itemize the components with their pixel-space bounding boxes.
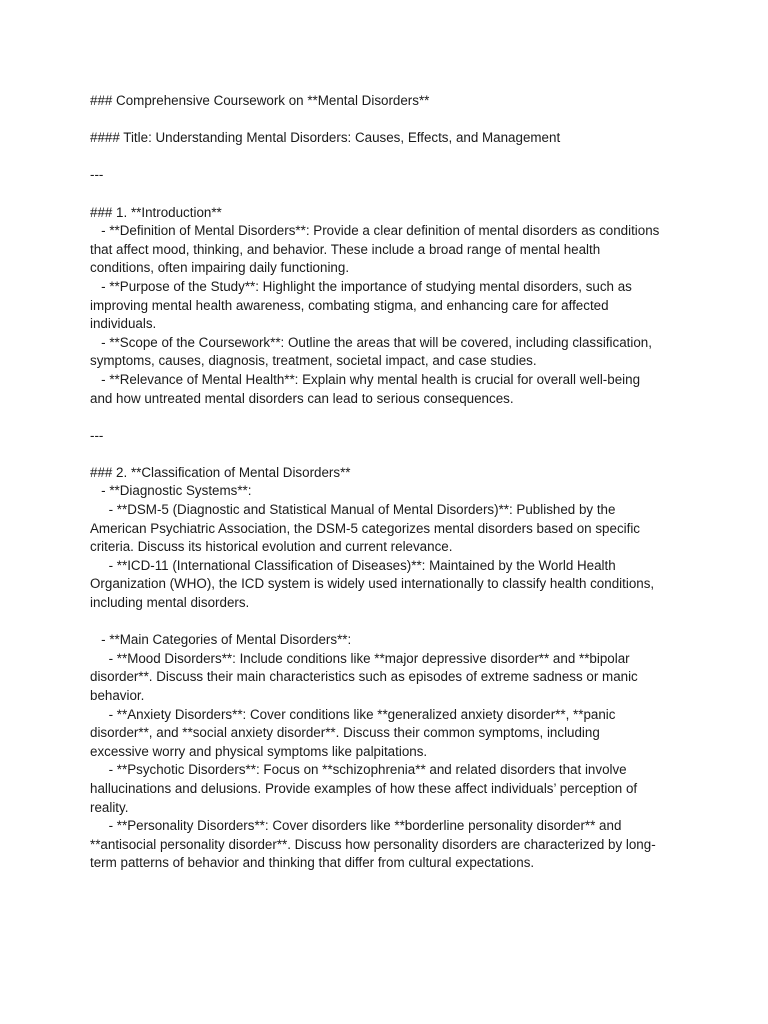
text-line: that affect mood, thinking, and behavior. These include a broad range of mental health [90, 241, 601, 257]
text-line: individuals. [90, 316, 157, 332]
text-line: criteria. Discuss its historical evolution and current relevance. [90, 539, 453, 555]
section-1-heading: ### 1. **Introduction** [90, 204, 222, 220]
spacer [90, 111, 690, 130]
text-line: behavior. [90, 688, 145, 703]
text-line: - **Scope of the Coursework**: Outline the areas that will be covered, including classification, [90, 334, 652, 350]
separator: --- [90, 427, 104, 443]
text-line: - **Definition of Mental Disorders**: Provide a clear definition of mental disorders as conditions [90, 223, 660, 239]
text-line: disorder**, and **social anxiety disorder**. Discuss their common symptoms, including [90, 725, 600, 741]
text-line: excessive worry and physical symptoms like palpitations. [90, 743, 428, 759]
text-line: - **Relevance of Mental Health**: Explain why mental health is crucial for overall well-being [90, 371, 641, 387]
text-line: term patterns of behavior and thinking that differ from cultural expectations. [90, 855, 535, 871]
text-line: - **Purpose of the Study**: Highlight the importance of studying mental disorders, such as [90, 278, 632, 294]
section-1-body [90, 222, 690, 408]
section-2-heading: ### 2. **Classification of Mental Disorders** [90, 464, 351, 480]
text-line: conditions, often impairing daily functioning. [90, 260, 350, 276]
spacer [90, 148, 690, 167]
text-line: including mental disorders. [90, 595, 250, 611]
document-body [90, 92, 690, 873]
document-heading: ### Comprehensive Coursework on **Mental Disorders** [90, 93, 430, 108]
spacer [90, 445, 690, 464]
text-line: - **Psychotic Disorders**: Focus on **schizophrenia** and related disorders that involve [90, 762, 627, 778]
text-line: - **Mood Disorders**: Include conditions like **major depressive disorder** and **bipolar [90, 650, 630, 666]
text-line: - **Main Categories of Mental Disorders**: [90, 632, 352, 648]
spacer [90, 185, 690, 204]
text-line: - **Diagnostic Systems**: [90, 483, 252, 499]
text-line: American Psychiatric Association, the DSM-5 categorizes mental disorders based on specific [90, 520, 641, 536]
text-line: - **Personality Disorders**: Cover disorders like **borderline personality disorder** and [90, 818, 622, 834]
text-line: **antisocial personality disorder**. Discuss how personality disorders are characterized by long- [90, 836, 656, 852]
text-line: hallucinations and delusions. Provide examples of how these affect individuals’ perception of [90, 780, 638, 796]
text-line: disorder**. Discuss their main characteristics such as episodes of extreme sadness or manic [90, 669, 638, 685]
text-line: Organization (WHO), the ICD system is widely used internationally to classify health conditions, [90, 576, 655, 592]
diagnostic-systems-block [90, 482, 690, 612]
text-line: symptoms, causes, diagnosis, treatment, societal impact, and case studies. [90, 353, 537, 369]
spacer [90, 613, 690, 632]
main-categories-block [90, 631, 690, 873]
text-line: reality. [90, 799, 129, 815]
text-line: - **Anxiety Disorders**: Cover conditions like **generalized anxiety disorder**, **panic [90, 706, 616, 722]
text-line: - **DSM-5 (Diagnostic and Statistical Manual of Mental Disorders)**: Published by the [90, 502, 616, 518]
spacer [90, 408, 690, 427]
separator: --- [90, 167, 104, 183]
text-line: - **ICD-11 (International Classification of Diseases)**: Maintained by the World Health [90, 557, 616, 573]
document-title: #### Title: Understanding Mental Disorders: Causes, Effects, and Management [90, 130, 561, 146]
text-line: improving mental health awareness, combating stigma, and enhancing care for affected [90, 297, 609, 313]
text-line: and how untreated mental disorders can lead to serious consequences. [90, 390, 514, 406]
